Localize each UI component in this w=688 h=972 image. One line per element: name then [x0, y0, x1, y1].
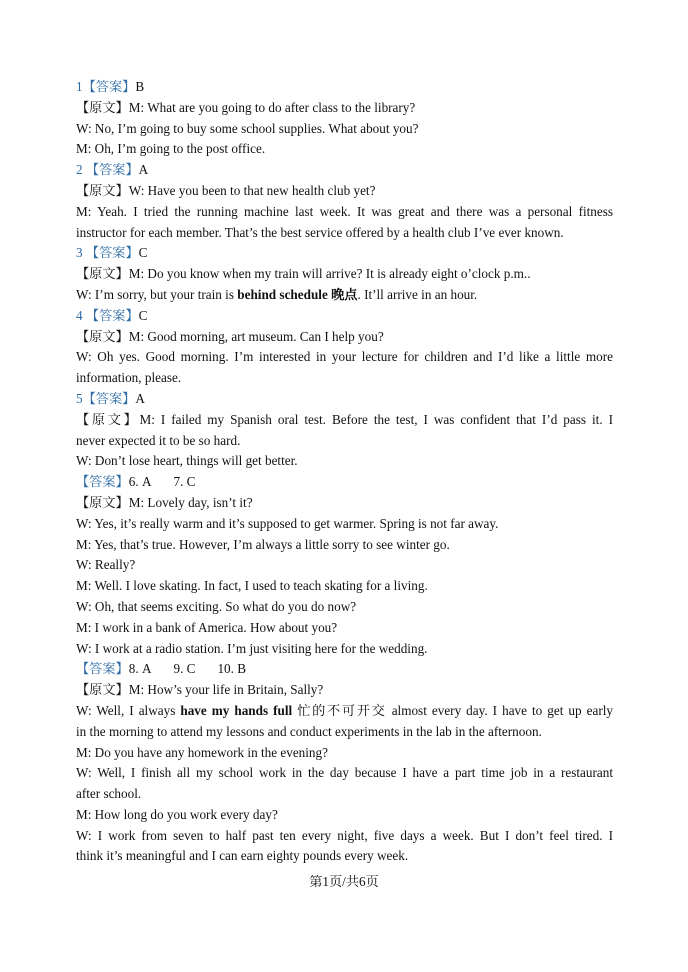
dialogue-text: M: Do you know when my train will arrive? It is already eight o’clock p.m..: [128, 266, 531, 282]
answer-value: A: [135, 390, 145, 406]
script-line: [76, 98, 613, 119]
answer-value: 6. A: [128, 474, 152, 490]
dialogue-line: think it’s meaningful and I can earn eighty pounds every week.: [76, 848, 409, 864]
dialogue-line: W: Really?: [76, 557, 136, 573]
dialogue-line: W: No, I’m going to buy some school supplies. What about you?: [76, 120, 419, 136]
script-line: [76, 264, 613, 285]
dialogue-text: M: What are you going to do after class to the library?: [128, 99, 416, 115]
answer-line-3: [76, 243, 613, 264]
script-label: 【原文】: [76, 266, 129, 282]
dialogue-line: M: Yes, that’s true. However, I’m always a little sorry to see winter go.: [76, 536, 450, 552]
dialogue-line: never expected it to be so hard.: [76, 432, 241, 448]
answer-label: 3 【答案】: [76, 245, 139, 261]
script-line: [76, 680, 613, 701]
dialogue-text: M: Good morning, art museum. Can I help you?: [128, 328, 384, 344]
answer-value: 10. B: [217, 661, 247, 677]
answer-label: 【答案】: [76, 474, 129, 490]
dialogue-line: M: How long do you work every day?: [76, 806, 278, 822]
script-line: [76, 181, 613, 202]
dialogue-line: M: I work in a bank of America. How about you?: [76, 619, 338, 635]
dialogue-line: [76, 701, 613, 722]
answer-value: A: [138, 162, 149, 178]
answer-label: 1【答案】: [76, 79, 136, 94]
answer-line-8-10: [76, 659, 613, 680]
script-label: 【原文】: [76, 682, 129, 698]
answer-value: C: [138, 307, 148, 323]
dialogue-line: W: Oh, that seems exciting. So what do you do now?: [76, 598, 357, 614]
dialogue-line: after school.: [76, 786, 142, 802]
answer-line-6-7: [76, 472, 613, 493]
script-line: [76, 410, 613, 431]
answer-line-4: [76, 306, 613, 327]
script-line: [76, 493, 613, 514]
dialogue-line: W: Don’t lose heart, things will get better.: [76, 453, 298, 469]
dialogue-line: W: Yes, it’s really warm and it’s supposed to get warmer. Spring is not far away.: [76, 515, 499, 531]
answer-value: B: [135, 79, 145, 94]
answer-label: 【答案】: [76, 661, 129, 677]
answer-line-2: [76, 160, 613, 181]
script-label: 【原文】: [76, 494, 129, 510]
dialogue-text: W: Well, I always: [76, 702, 181, 718]
script-label: 【原文】: [76, 182, 129, 198]
dialogue-line: information, please.: [76, 370, 182, 386]
dialogue-line: W: Well, I finish all my school work in the day because I have a part time job in a restaurant: [76, 765, 613, 781]
answer-label: 4 【答案】: [76, 307, 139, 323]
dialogue-line: instructor for each member. That’s the best service offered by a health club I’ve ever known.: [76, 224, 564, 240]
answer-value: 8. A: [128, 661, 152, 677]
dialogue-line: [76, 285, 613, 306]
script-line: [76, 327, 613, 348]
answer-line-5: [76, 389, 613, 410]
dialogue-line: M: Do you have any homework in the evening?: [76, 744, 328, 760]
dialogue-line: in the morning to attend my lessons and conduct experiments in the lab in the afternoon.: [76, 723, 542, 739]
dialogue-line: W: I work at a radio station. I’m just visiting here for the wedding.: [76, 640, 428, 656]
script-label: 【原文】: [76, 328, 129, 344]
dialogue-text: M: Lovely day, isn’t it?: [128, 494, 253, 510]
answer-label: 2 【答案】: [76, 162, 139, 178]
dialogue-line: W: Oh yes. Good morning. I’m interested in your lecture for children and I’d like a little more: [76, 349, 613, 365]
dialogue-text: . It’ll arrive in an hour.: [357, 286, 478, 302]
dialogue-line: M: Well. I love skating. In fact, I used to teach skating for a living.: [76, 578, 428, 594]
vocab-highlight: have my hands full: [180, 702, 293, 718]
answer-label: 5【答案】: [76, 390, 136, 406]
vocab-highlight: behind schedule 晚点: [237, 286, 358, 302]
dialogue-line: M: Yeah. I tried the running machine last week. It was great and there was a personal fitness: [76, 203, 613, 219]
page-footer: 第1页/共6页: [309, 874, 379, 889]
answer-value: 7. C: [173, 474, 196, 490]
dialogue-line: M: Oh, I’m going to the post office.: [76, 141, 266, 157]
dialogue-text: M: How’s your life in Britain, Sally?: [128, 682, 324, 698]
dialogue-line: W: I work from seven to half past ten every night, five days a week. But I don’t feel tired. I: [76, 827, 613, 843]
script-label: 【原文】: [76, 99, 129, 115]
dialogue-text: W: Have you been to that new health club yet?: [128, 182, 376, 198]
answer-line-1: [76, 77, 613, 98]
dialogue-text: 忙的不可开交 almost every day. I have to get up early: [292, 702, 613, 718]
dialogue-text: M: I failed my Spanish oral test. Before the test, I was confident that I’d pass it. I: [139, 411, 613, 427]
answer-value: C: [138, 245, 148, 261]
script-label: 【原文】: [76, 411, 140, 427]
dialogue-text: W: I’m sorry, but your train is: [76, 286, 238, 302]
document-body: [76, 77, 613, 867]
answer-value: 9. C: [173, 661, 196, 677]
